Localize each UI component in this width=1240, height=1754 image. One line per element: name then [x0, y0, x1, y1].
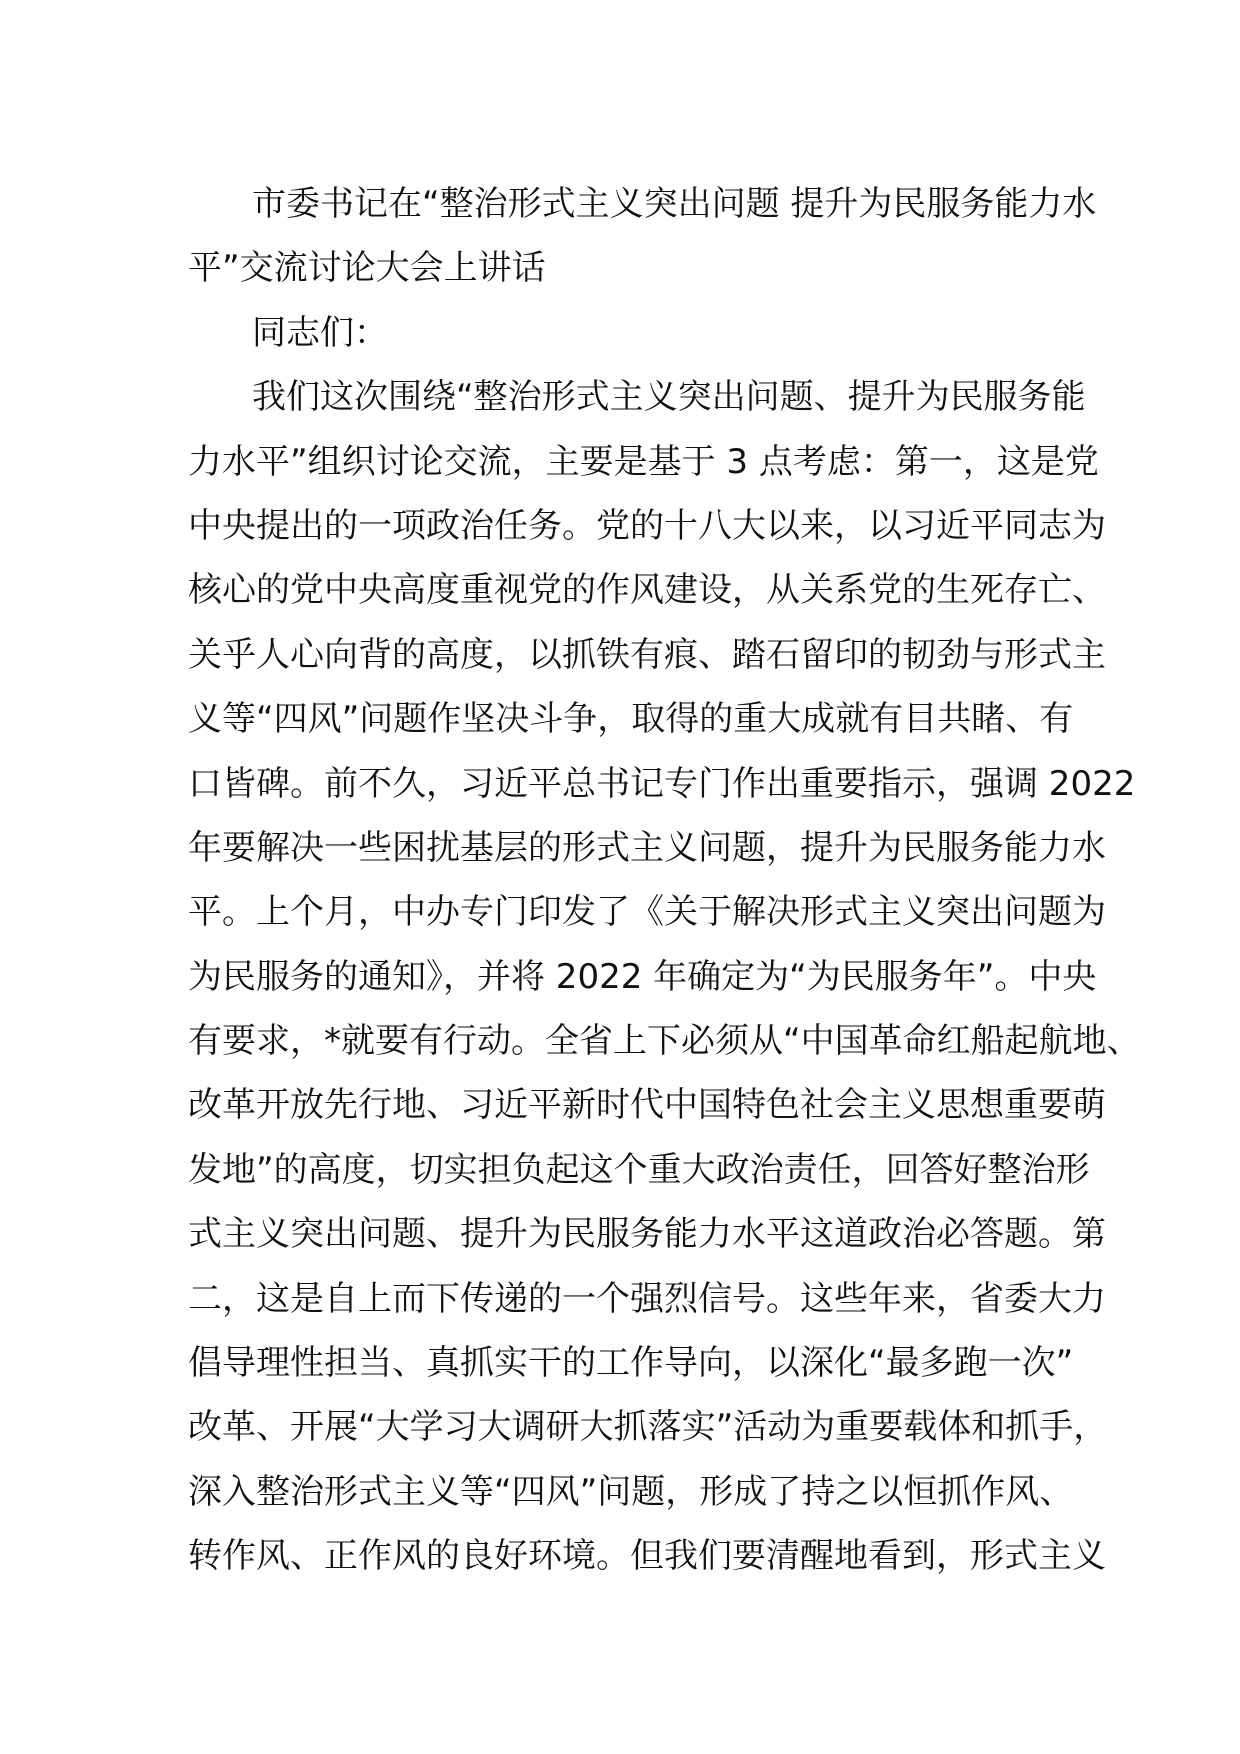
title-line-1: 市委书记在“整治形式主义突出问题 提升为民服务能力水 [252, 184, 1097, 224]
body-line: 年要解决一些困扰基层的形式主义问题，提升为民服务能力水 [188, 827, 1106, 868]
document-content [188, 172, 1141, 1589]
body-line: 式主义突出问题、提升为民服务能力水平这道政治必答题。第 [188, 1214, 1106, 1255]
body-line: 平。上个月，中办专门印发了《关于解决形式主义突出问题为 [188, 892, 1106, 933]
body-line: 改革开放先行地、习近平新时代中国特色社会主义思想重要萌 [188, 1085, 1106, 1126]
body-line: 为民服务的通知》，并将 2022 年确定为“为民服务年”。中央 [188, 956, 1097, 997]
body-line: 关乎人心向背的高度，以抓铁有痕、踏石留印的韧劲与形式主 [188, 634, 1106, 675]
body-line: 有要求，*就要有行动。全省上下必须从“中国革命红船起航地、 [188, 1021, 1141, 1062]
body-line: 二，这是自上而下传递的一个强烈信号。这些年来，省委大力 [188, 1278, 1106, 1319]
greeting: 同志们： [252, 312, 388, 353]
body-line: 口皆碑。前不久，习近平总书记专门作出重要指示，强调 2022 [188, 763, 1136, 804]
body-line: 转作风、正作风的良好环境。但我们要清醒地看到，形式主义 [188, 1536, 1106, 1577]
body-line: 发地”的高度，切实担负起这个重大政治责任，回答好整治形 [188, 1149, 1090, 1190]
body-line: 力水平”组织讨论交流，主要是基于 3 点考虑：第一，这是党 [188, 441, 1099, 482]
body-line: 深入整治形式主义等“四风”问题，形成了持之以恒抓作风、 [188, 1471, 1074, 1512]
body-line: 义等“四风”问题作坚决斗争，取得的重大成就有目共睹、有 [188, 699, 1074, 740]
body-line: 我们这次围绕“整治形式主义突出问题、提升为民服务能 [252, 377, 1086, 418]
body-line: 改革、开展“大学习大调研大抓落实”活动为重要载体和抓手， [188, 1407, 1108, 1448]
body-line: 中央提出的一项政治任务。党的十八大以来，以习近平同志为 [188, 505, 1106, 546]
title-line-2: 平”交流讨论大会上讲话 [188, 248, 546, 289]
body-line: 倡导理性担当、真抓实干的工作导向，以深化“最多跑一次” [188, 1343, 1074, 1384]
body-line: 核心的党中央高度重视党的作风建设，从关系党的生死存亡、 [188, 570, 1106, 611]
